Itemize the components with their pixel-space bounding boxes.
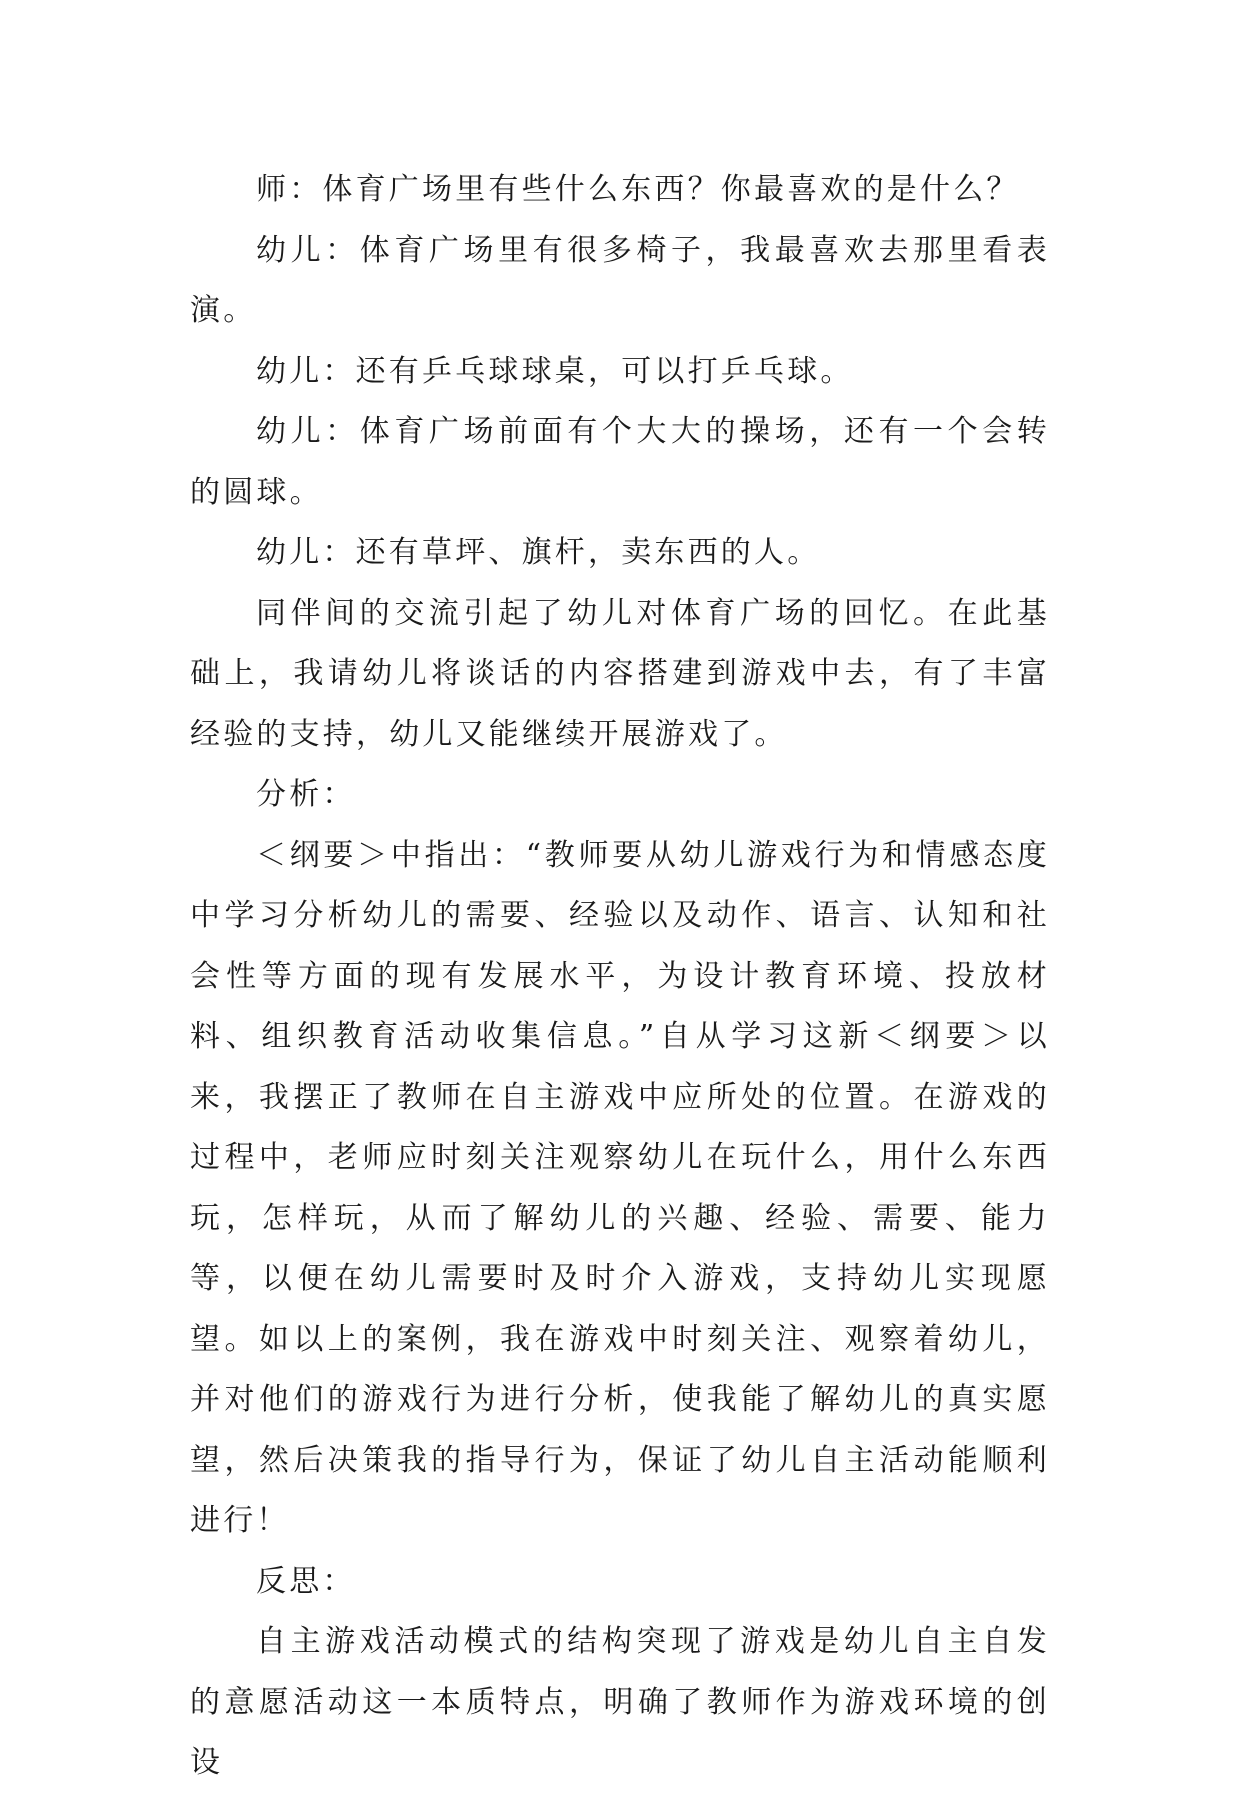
- heading-analysis: 分析：: [256, 777, 356, 812]
- paragraph-analysis: ＜纲要＞中指出：“教师要从幼儿游戏行为和情感态度中学习分析幼儿的需要、经验以及动作、语言、认知和社会性等方面的现有发展水平，为设计教育环境、投放材料、组织教育活动收集信息。”自从学习这新＜纲要＞以来，我摆正了教师在自主游戏中应所处的位置。在游戏的过程中，老师应时刻关注观察幼儿在玩什么，用什么东西玩，怎样玩，从而了解幼儿的兴趣、经验、需要、能力等，以便在幼儿需要时及时介入游戏，支持幼儿实现愿望。如以上的案例，我在游戏中时刻关注、观察着幼儿，并对他们的游戏行为进行分析，使我能了解幼儿的真实愿望，然后决策我的指导行为，保证了幼儿自主活动能顺利进行！: [190, 837, 1050, 1538]
- paragraph-teacher-question: 师：体育广场里有些什么东西？你最喜欢的是什么？: [256, 172, 1020, 207]
- paragraph-reflection: 自主游戏活动模式的结构突现了游戏是幼儿自主自发的意愿活动这一本质特点，明确了教师作为游戏环境的创设: [190, 1624, 1050, 1780]
- paragraph-child-answer-4: 幼儿：还有草坪、旗杆，卖东西的人。: [256, 535, 821, 570]
- heading-reflection: 反思：: [256, 1563, 356, 1599]
- document-body: [190, 160, 1050, 1794]
- paragraph-child-answer-1: 幼儿：体育广场里有很多椅子，我最喜欢去那里看表演。: [190, 232, 1050, 328]
- paragraph-peer-exchange: 同伴间的交流引起了幼儿对体育广场的回忆。在此基础上，我请幼儿将谈话的内容搭建到游戏中去，有了丰富经验的支持，幼儿又能继续开展游戏了。: [190, 595, 1050, 752]
- paragraph-child-answer-3: 幼儿：体育广场前面有个大大的操场，还有一个会转的圆球。: [190, 414, 1050, 510]
- paragraph-child-answer-2: 幼儿：还有乒乓球球桌，可以打乒乓球。: [256, 353, 854, 389]
